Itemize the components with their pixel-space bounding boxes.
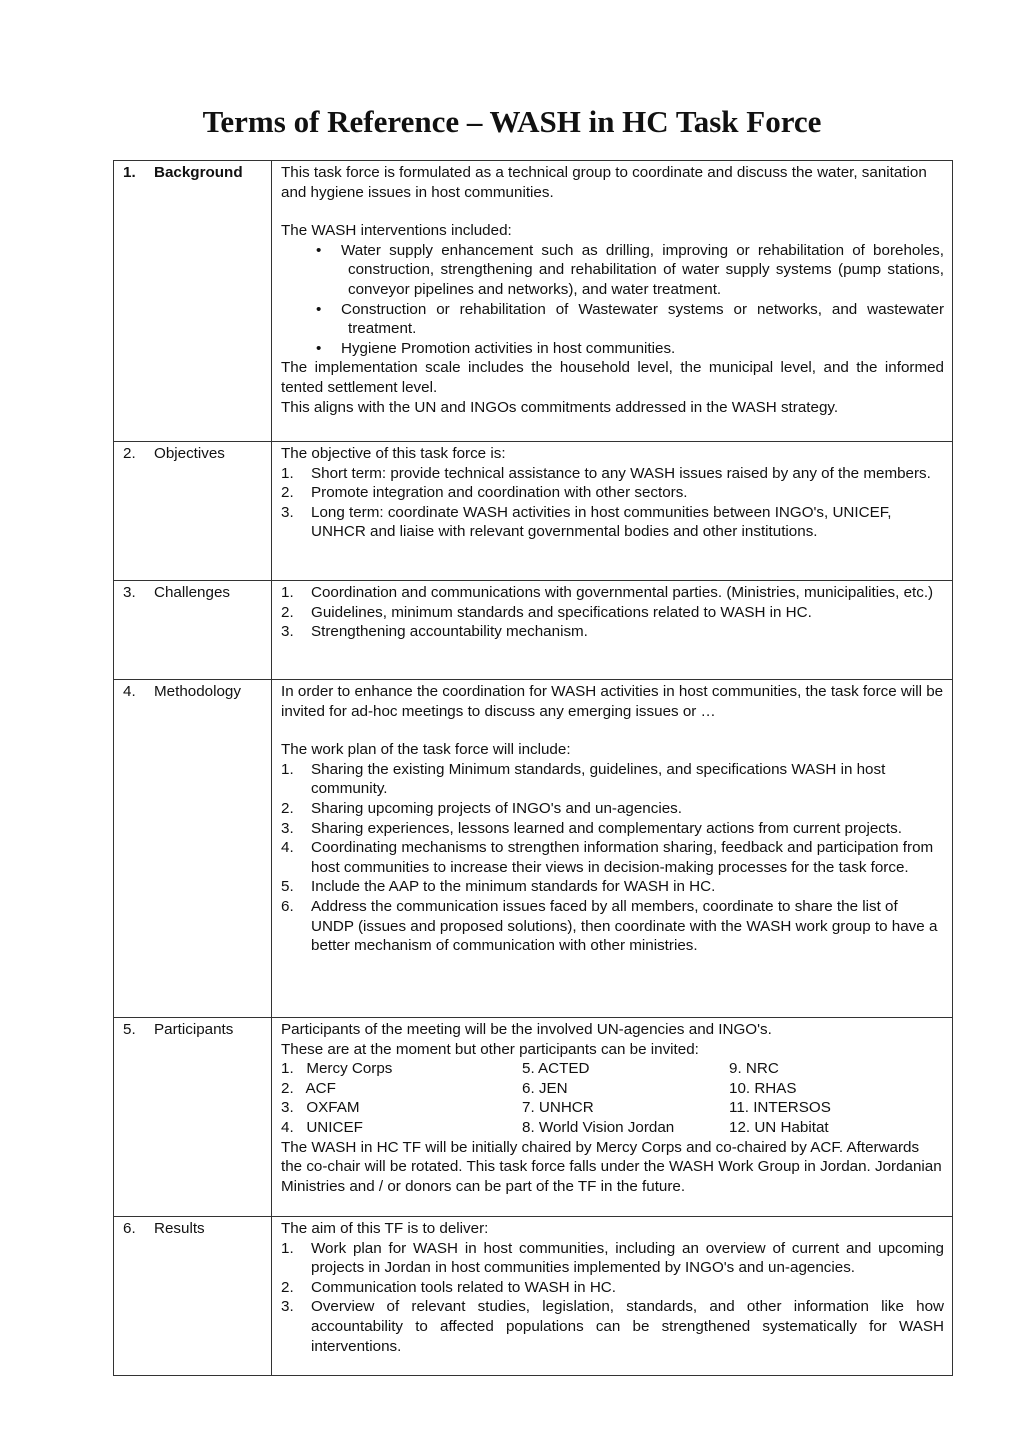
list-item: 2. Promote integration and coordination with other sectors. [281, 484, 688, 502]
background-intro: This task force is formulated as a technical group to coordinate and discuss the water, sanitation and hygiene issues in host communities. [281, 164, 927, 201]
label-objectives [114, 442, 272, 581]
row-label: Challenges [154, 584, 230, 601]
participant: 7. UNHCR [522, 1099, 594, 1117]
participants-column [522, 1059, 729, 1137]
label-methodology [114, 680, 272, 1018]
participants-grid [281, 1059, 944, 1137]
implementation-scale: The implementation scale includes the household level, the municipal level, and the informed tented settlement level. [281, 359, 944, 396]
list-item: 3. Long term: coordinate WASH activities in host communities between INGO's, UNICEF, UNHCR and liaise with relevant governmental bodies and other institutions. [281, 503, 892, 541]
list-item: • Construction or rehabilitation of Wastewater systems or networks, and wastewater treatment. [281, 300, 944, 339]
participant: 1. Mercy Corps [281, 1060, 393, 1078]
row-number: 1. [123, 164, 136, 181]
content-results [272, 1217, 953, 1376]
list-item: 1. Short term: provide technical assistance to any WASH issues raised by any of the members. [281, 464, 931, 482]
participants-column [281, 1059, 522, 1137]
list-item: 3. Strengthening accountability mechanism. [281, 623, 588, 641]
row-number: 6. [123, 1220, 136, 1237]
list-item: 1. Coordination and communications with governmental parties. (Ministries, municipalities, etc.) [281, 584, 934, 601]
label-background [114, 161, 272, 442]
row-number: 3. [123, 584, 136, 601]
list-item: 2. Guidelines, minimum standards and specifications related to WASH in HC. [281, 603, 812, 621]
list-item: • Water supply enhancement such as drilling, improving or rehabilitation of boreholes, construction, strengthening and rehabilitation of water supply systems (pump stations, conveyor pipelines and networks), and water treatment. [281, 241, 944, 300]
participant: 11. INTERSOS [729, 1099, 831, 1117]
list-item: • Hygiene Promotion activities in host communities. [281, 339, 944, 359]
list-item: 4. Coordinating mechanisms to strengthen information sharing, feedback and participation from host communities to increase their views in decision-making processes for the task force. [281, 839, 934, 876]
participant: 4. UNICEF [281, 1118, 363, 1136]
row-number: 4. [123, 683, 136, 700]
participant: 5. ACTED [522, 1060, 590, 1078]
list-item: 3. Sharing experiences, lessons learned and complementary actions from current projects. [281, 819, 902, 837]
interventions-title: The WASH interventions included: [281, 222, 512, 240]
list-item: 2. Communication tools related to WASH in HC. [281, 1278, 616, 1296]
row-label: Background [154, 164, 243, 181]
work-plan-list [281, 760, 944, 956]
document-title: Terms of Reference – WASH in HC Task Force [202, 104, 822, 139]
participants-invite: These are at the moment but other participants can be invited: [281, 1040, 699, 1058]
content-methodology [272, 680, 953, 1018]
row-label: Participants [154, 1021, 234, 1038]
row-challenges [114, 581, 953, 680]
objectives-intro: The objective of this task force is: [281, 445, 506, 462]
row-label: Methodology [154, 683, 241, 700]
participant: 8. World Vision Jordan [522, 1118, 675, 1136]
row-label: Objectives [154, 445, 225, 462]
objectives-list [281, 464, 944, 542]
results-list [281, 1239, 944, 1357]
interventions-list [281, 241, 944, 359]
results-intro: The aim of this TF is to deliver: [281, 1220, 489, 1237]
label-participants [114, 1018, 272, 1217]
challenges-list [281, 583, 944, 642]
work-plan-title: The work plan of the task force will include: [281, 741, 571, 759]
row-methodology [114, 680, 953, 1018]
participant: 2. ACF [281, 1079, 336, 1097]
row-background [114, 161, 953, 442]
list-item: 3. Overview of relevant studies, legislation, standards, and other information like how accountability to affected populations can be strengthened systematically for WASH interventions. [281, 1298, 944, 1355]
list-item: 6. Address the communication issues faced by all members, coordinate to share the list of UNDP (issues and proposed solutions), then coordinate with the WASH work group to have a better mechanism of communication with other ministries. [281, 897, 938, 955]
participant: 12. UN Habitat [729, 1118, 829, 1136]
participants-intro: Participants of the meeting will be the involved UN-agencies and INGO's. [281, 1021, 772, 1038]
list-item: 1. Work plan for WASH in host communities, including an overview of current and upcoming projects in Jordan in host communities implemented by INGO's and un-agencies. [281, 1239, 944, 1277]
participant: 6. JEN [522, 1079, 568, 1097]
content-challenges [272, 581, 953, 680]
list-item: 2. Sharing upcoming projects of INGO's and un-agencies. [281, 799, 682, 817]
participants-column [729, 1059, 944, 1137]
terms-table [113, 160, 953, 1376]
content-objectives [272, 442, 953, 581]
row-participants [114, 1018, 953, 1217]
label-results [114, 1217, 272, 1376]
row-objectives [114, 442, 953, 581]
list-item: 1. Sharing the existing Minimum standards, guidelines, and specifications WASH in host community. [281, 760, 886, 798]
participant: 9. NRC [729, 1060, 779, 1078]
methodology-intro: In order to enhance the coordination for WASH activities in host communities, the task force will be invited for ad-hoc meetings to discuss any emerging issues or … [281, 683, 944, 720]
row-number: 5. [123, 1021, 136, 1038]
row-label: Results [154, 1220, 205, 1237]
participant: 10. RHAS [729, 1079, 797, 1097]
chair-info: The WASH in HC TF will be initially chaired by Mercy Corps and co-chaired by ACF. Afterwards the co-chair will be rotated. This task force falls under the WASH Work Group in Jordan. Jordanian Ministries and / or donors can be part of the TF in the future. [281, 1138, 942, 1195]
participant: 3. OXFAM [281, 1099, 360, 1117]
row-results [114, 1217, 953, 1376]
row-number: 2. [123, 445, 136, 462]
strategy-alignment: This aligns with the UN and INGOs commitments addressed in the WASH strategy. [281, 398, 839, 416]
content-participants [272, 1018, 953, 1217]
label-challenges [114, 581, 272, 680]
list-item: 5. Include the AAP to the minimum standards for WASH in HC. [281, 878, 716, 896]
content-background [272, 161, 953, 442]
